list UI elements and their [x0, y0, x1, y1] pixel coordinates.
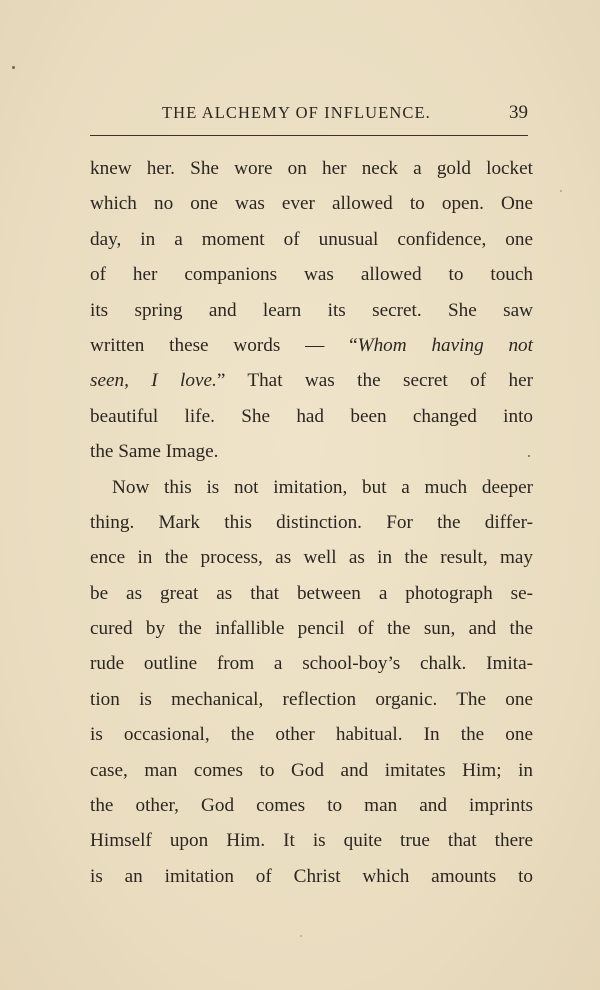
text-line: which no one was ever allowed to open. One — [90, 193, 533, 215]
text-line — [90, 363, 533, 398]
text-line: is an imitation of Christ which amounts to — [90, 865, 533, 887]
text-segment: written these words — “ — [90, 334, 358, 356]
page-number: 39 — [509, 102, 528, 123]
text-line: Now this is not imitation, but a much deeper — [112, 476, 533, 498]
text-line: Himself upon Him. It is quite true that there — [90, 830, 533, 852]
header-rule — [90, 135, 528, 136]
text-line: cured by the infallible pencil of the sun, and the — [90, 618, 533, 640]
paper-speck — [528, 455, 530, 457]
text-line: the Same Image. — [90, 441, 219, 463]
text-line: of her companions was allowed to touch — [90, 264, 533, 286]
text-line: ence in the process, as well as in the result, may — [90, 547, 533, 569]
text-line: day, in a moment of unusual confidence, one — [90, 228, 533, 250]
text-line: beautiful life. She had been changed into — [90, 405, 533, 427]
text-line: thing. Mark this distinction. For the differ- — [90, 511, 533, 533]
running-head — [90, 99, 530, 127]
text-segment: ” That was the secret of her — [216, 370, 533, 392]
text-line: case, man comes to God and imitates Him; in — [90, 759, 533, 781]
text-line: is occasional, the other habitual. In the one — [90, 724, 533, 746]
text-line: rude outline from a school-boy’s chalk. Imita- — [90, 653, 533, 675]
paper-speck — [12, 66, 15, 69]
text-line: its spring and learn its secret. She saw — [90, 299, 533, 321]
italic-quote: Whom having not — [357, 334, 533, 356]
text-line: knew her. She wore on her neck a gold locket — [90, 158, 533, 179]
running-title: THE ALCHEMY OF INFLUENCE. — [162, 103, 431, 122]
paper-speck — [560, 190, 562, 192]
body-text — [90, 151, 533, 894]
italic-quote: seen, I love. — [90, 370, 217, 392]
text-line: tion is mechanical, reflection organic. The one — [90, 688, 533, 710]
paper-speck — [300, 935, 302, 937]
text-line — [90, 328, 533, 363]
text-line: be as great as that between a photograph se- — [90, 582, 533, 604]
text-line: the other, God comes to man and imprints — [90, 795, 533, 817]
